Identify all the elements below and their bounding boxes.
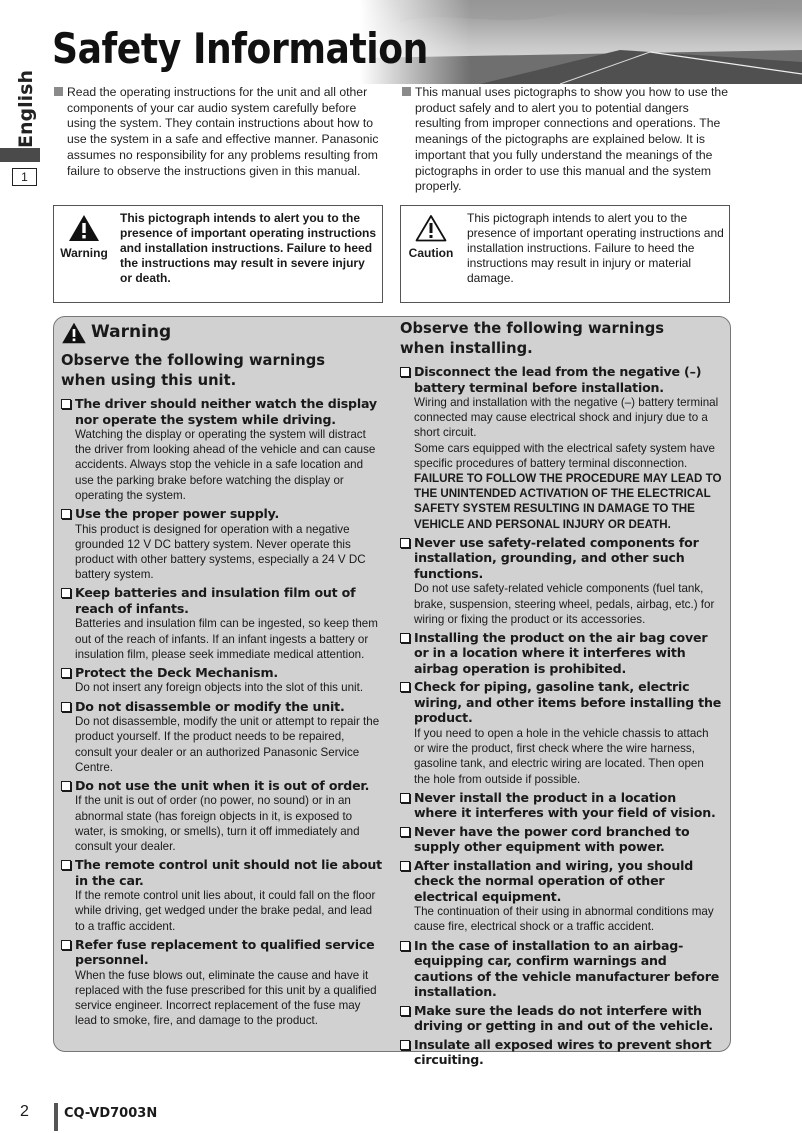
warning-item: [61, 857, 383, 934]
warning-item: [61, 937, 383, 1029]
warning-item: [400, 679, 722, 786]
square-bullet-icon: [402, 87, 411, 96]
section-number-box: 1: [12, 168, 37, 186]
warning-item-text: If the unit is out of order (no power, no sound) or in an abnormal state (has foreign objects in it, is exposed to water, is smoking, or smells), turn it off immediately and consult your dealer.: [75, 794, 360, 854]
warning-item-body: [400, 904, 722, 934]
warning-item-title: Do not disassemble or modify the unit.: [61, 699, 383, 715]
language-tab-bar: [0, 148, 40, 162]
warning-pictograph-box: [53, 205, 383, 303]
warning-item: [61, 506, 383, 582]
warning-item-title: After installation and wiring, you should check the normal operation of other electrical equipment.: [400, 858, 722, 905]
warning-item-title: Never use safety-related components for installation, grounding, and other such functions.: [400, 535, 722, 582]
warning-item-title: Check for piping, gasoline tank, electric wiring, and other items before installing the product.: [400, 679, 722, 726]
warning-item: [400, 630, 722, 677]
footer-page-number: 2: [20, 1103, 29, 1120]
left-section-heading: Observe the following warnings when using this unit.: [61, 351, 326, 389]
warning-item-body: [400, 581, 722, 627]
warning-item: [61, 396, 383, 503]
warning-item-body: [61, 616, 383, 662]
warning-item: [400, 1037, 722, 1068]
warning-item-body: [61, 522, 383, 583]
warning-item-text: The continuation of their using in abnormal conditions may cause fire, electrical shock or a traffic accident.: [414, 905, 714, 934]
square-bullet-icon: [54, 87, 63, 96]
caution-pictograph: [401, 206, 461, 270]
warning-pictograph-text: This pictograph intends to alert you to the presence of important operating instructions and installation instructions. Failure to heed the instructions may result in severe injury or death.: [120, 211, 377, 285]
footer-model-number: CQ-VD7003N: [64, 1106, 158, 1121]
warning-item: [400, 790, 722, 821]
warning-label: Warning: [91, 322, 172, 343]
warning-item-title: Keep batteries and insulation film out of reach of infants.: [61, 585, 383, 616]
warning-item-text: When the fuse blows out, eliminate the cause and have it replaced with the fuse prescribed for this unit by a qualified service engineer. Incorrect replacement of the fuse may lead to smoke, fire, and damage to the product.: [75, 968, 377, 1028]
warning-item-text: Batteries and insulation film can be ingested, so keep them out of the reach of infants. If an infant ingests a battery or insulation film, please seek immediate medical attention.: [75, 617, 378, 661]
warning-triangle-icon: [61, 322, 87, 344]
warning-item-text: If you need to open a hole in the vehicle chassis to attach or wire the product, first check where the wire harness, gasoline tank, and electric wiring are located. Then open the hole from outside if possible.: [414, 726, 709, 786]
warning-item-text: Do not use safety-related vehicle components (fuel tank, brake, suspension, steering wheel, pedals, airbag, etc.) for wiring or fixing the product or its accessories.: [414, 582, 715, 626]
warning-item: [61, 665, 383, 696]
warning-item-text: Do not disassemble, modify the unit or attempt to repair the product yourself. If the product needs to be repaired, consult your dealer or an authorized Panasonic Service Centre.: [75, 715, 380, 774]
warning-item-title: Disconnect the lead from the negative (–) battery terminal before installation.: [400, 364, 722, 395]
warning-item-title: The remote control unit should not lie about in the car.: [61, 857, 383, 888]
intro-left-text: Read the operating instructions for the unit and all other components of your car audio system carefully before using the system. They contain instructions about how to use the system in a safe and effective manner. Panasonic assumes no responsibility for any problems resulting from failure to observe the instructions given in this manual.: [67, 85, 379, 178]
warning-item-title: Refer fuse replacement to qualified service personnel.: [61, 937, 383, 968]
warning-triangle-icon: [68, 214, 100, 242]
warning-item-caps-note: FAILURE TO FOLLOW THE PROCEDURE MAY LEAD TO THE UNINTENDED ACTIVATION OF THE ELECTRICAL SAFETY SYSTEM RESULTING IN DAMAGE TO THE VEHICLE AND PERSONAL INJURY OR DEATH.: [414, 472, 722, 531]
warning-label-row: [61, 322, 383, 344]
language-label: English: [15, 70, 37, 148]
warning-item-title: Protect the Deck Mechanism.: [61, 665, 383, 681]
warning-item-text: Some cars equipped with the electrical safety system have specific procedures of battery terminal disconnection.: [414, 441, 715, 470]
caution-caption: Caution: [408, 246, 454, 260]
warning-item-text: This product is designed for operation with a negative grounded 12 V DC battery system. Never operate this product with other battery systems, especially a 24 V DC battery system.: [75, 522, 366, 582]
warning-item-title: Use the proper power supply.: [61, 506, 383, 522]
warnings-left-column: [61, 322, 383, 1032]
intro-right: [402, 85, 732, 195]
intro-right-text: This manual uses pictographs to show you how to use the product safely and to alert you to potential dangers resulting from improper connections and operations. The meanings of the pictographs are explained below. It is important that you fully understand the meanings of the pictographs in order to use this manual and the system properly.: [415, 85, 728, 194]
warning-item: [400, 535, 722, 627]
warning-item-body: [61, 714, 383, 775]
footer-divider: [54, 1103, 58, 1131]
warning-item: [61, 585, 383, 662]
warning-item-title: Installing the product on the air bag cover or in a location where it interferes with airbag operation is prohibited.: [400, 630, 722, 677]
page-title: Safety Information: [52, 24, 428, 73]
warning-item: [400, 364, 722, 532]
warning-item: [400, 824, 722, 855]
warning-item-body: [61, 968, 383, 1029]
warning-item: [400, 938, 722, 1000]
warning-item: [400, 1003, 722, 1034]
warning-item-title: Never have the power cord branched to supply other equipment with power.: [400, 824, 722, 855]
warning-item-text: Wiring and installation with the negative (–) battery terminal connected may cause electrical shock and injury due to a short circuit.: [414, 396, 719, 440]
caution-pictograph-text: This pictograph intends to alert you to the presence of important operating instructions and installation instructions. Failure to heed the instructions may result in injury or material damage.: [467, 211, 724, 285]
right-warning-list: [400, 364, 722, 1068]
warning-item-body: [61, 427, 383, 503]
warning-item-body: [400, 726, 722, 787]
caution-triangle-icon: [415, 214, 447, 242]
warning-item-body: [400, 395, 722, 532]
warning-item: [61, 699, 383, 775]
warning-item-body: [61, 680, 383, 695]
warning-item-text: Do not insert any foreign objects into the slot of this unit.: [75, 681, 364, 695]
warning-pictograph: [54, 206, 114, 270]
warning-item-text: Watching the display or operating the system will distract the driver from looking ahead of the vehicle and can cause accidents. Always stop the vehicle in a safe location and use the parking brake before watching the display or operating the system.: [75, 428, 376, 502]
warning-item-text: If the remote control unit lies about, it could fall on the floor while driving, get wedged under the brake pedal, and lead to a traffic accident.: [75, 889, 376, 933]
warning-caption: Warning: [60, 246, 108, 260]
warning-item-title: The driver should neither watch the display nor operate the system while driving.: [61, 396, 383, 427]
warning-item-body: [61, 888, 383, 934]
warning-item-title: Do not use the unit when it is out of order.: [61, 778, 383, 794]
warning-item-body: [61, 793, 383, 854]
warnings-right-column: [400, 318, 722, 1071]
right-section-heading: Observe the following warnings when installing.: [400, 319, 665, 357]
warning-item: [400, 858, 722, 935]
warning-item-title: Make sure the leads do not interfere with driving or getting in and out of the vehicle.: [400, 1003, 722, 1034]
warning-item: [61, 778, 383, 854]
warning-item-title: Never install the product in a location where it interferes with your field of vision.: [400, 790, 722, 821]
intro-left: [54, 85, 379, 179]
language-tab: [12, 72, 40, 146]
warning-item-title: In the case of installation to an airbag-equipping car, confirm warnings and cautions of the vehicle manufacturer before installation.: [400, 938, 722, 1000]
left-warning-list: [61, 396, 383, 1029]
caution-pictograph-box: [400, 205, 730, 303]
warning-item-title: Insulate all exposed wires to prevent short circuiting.: [400, 1037, 722, 1068]
